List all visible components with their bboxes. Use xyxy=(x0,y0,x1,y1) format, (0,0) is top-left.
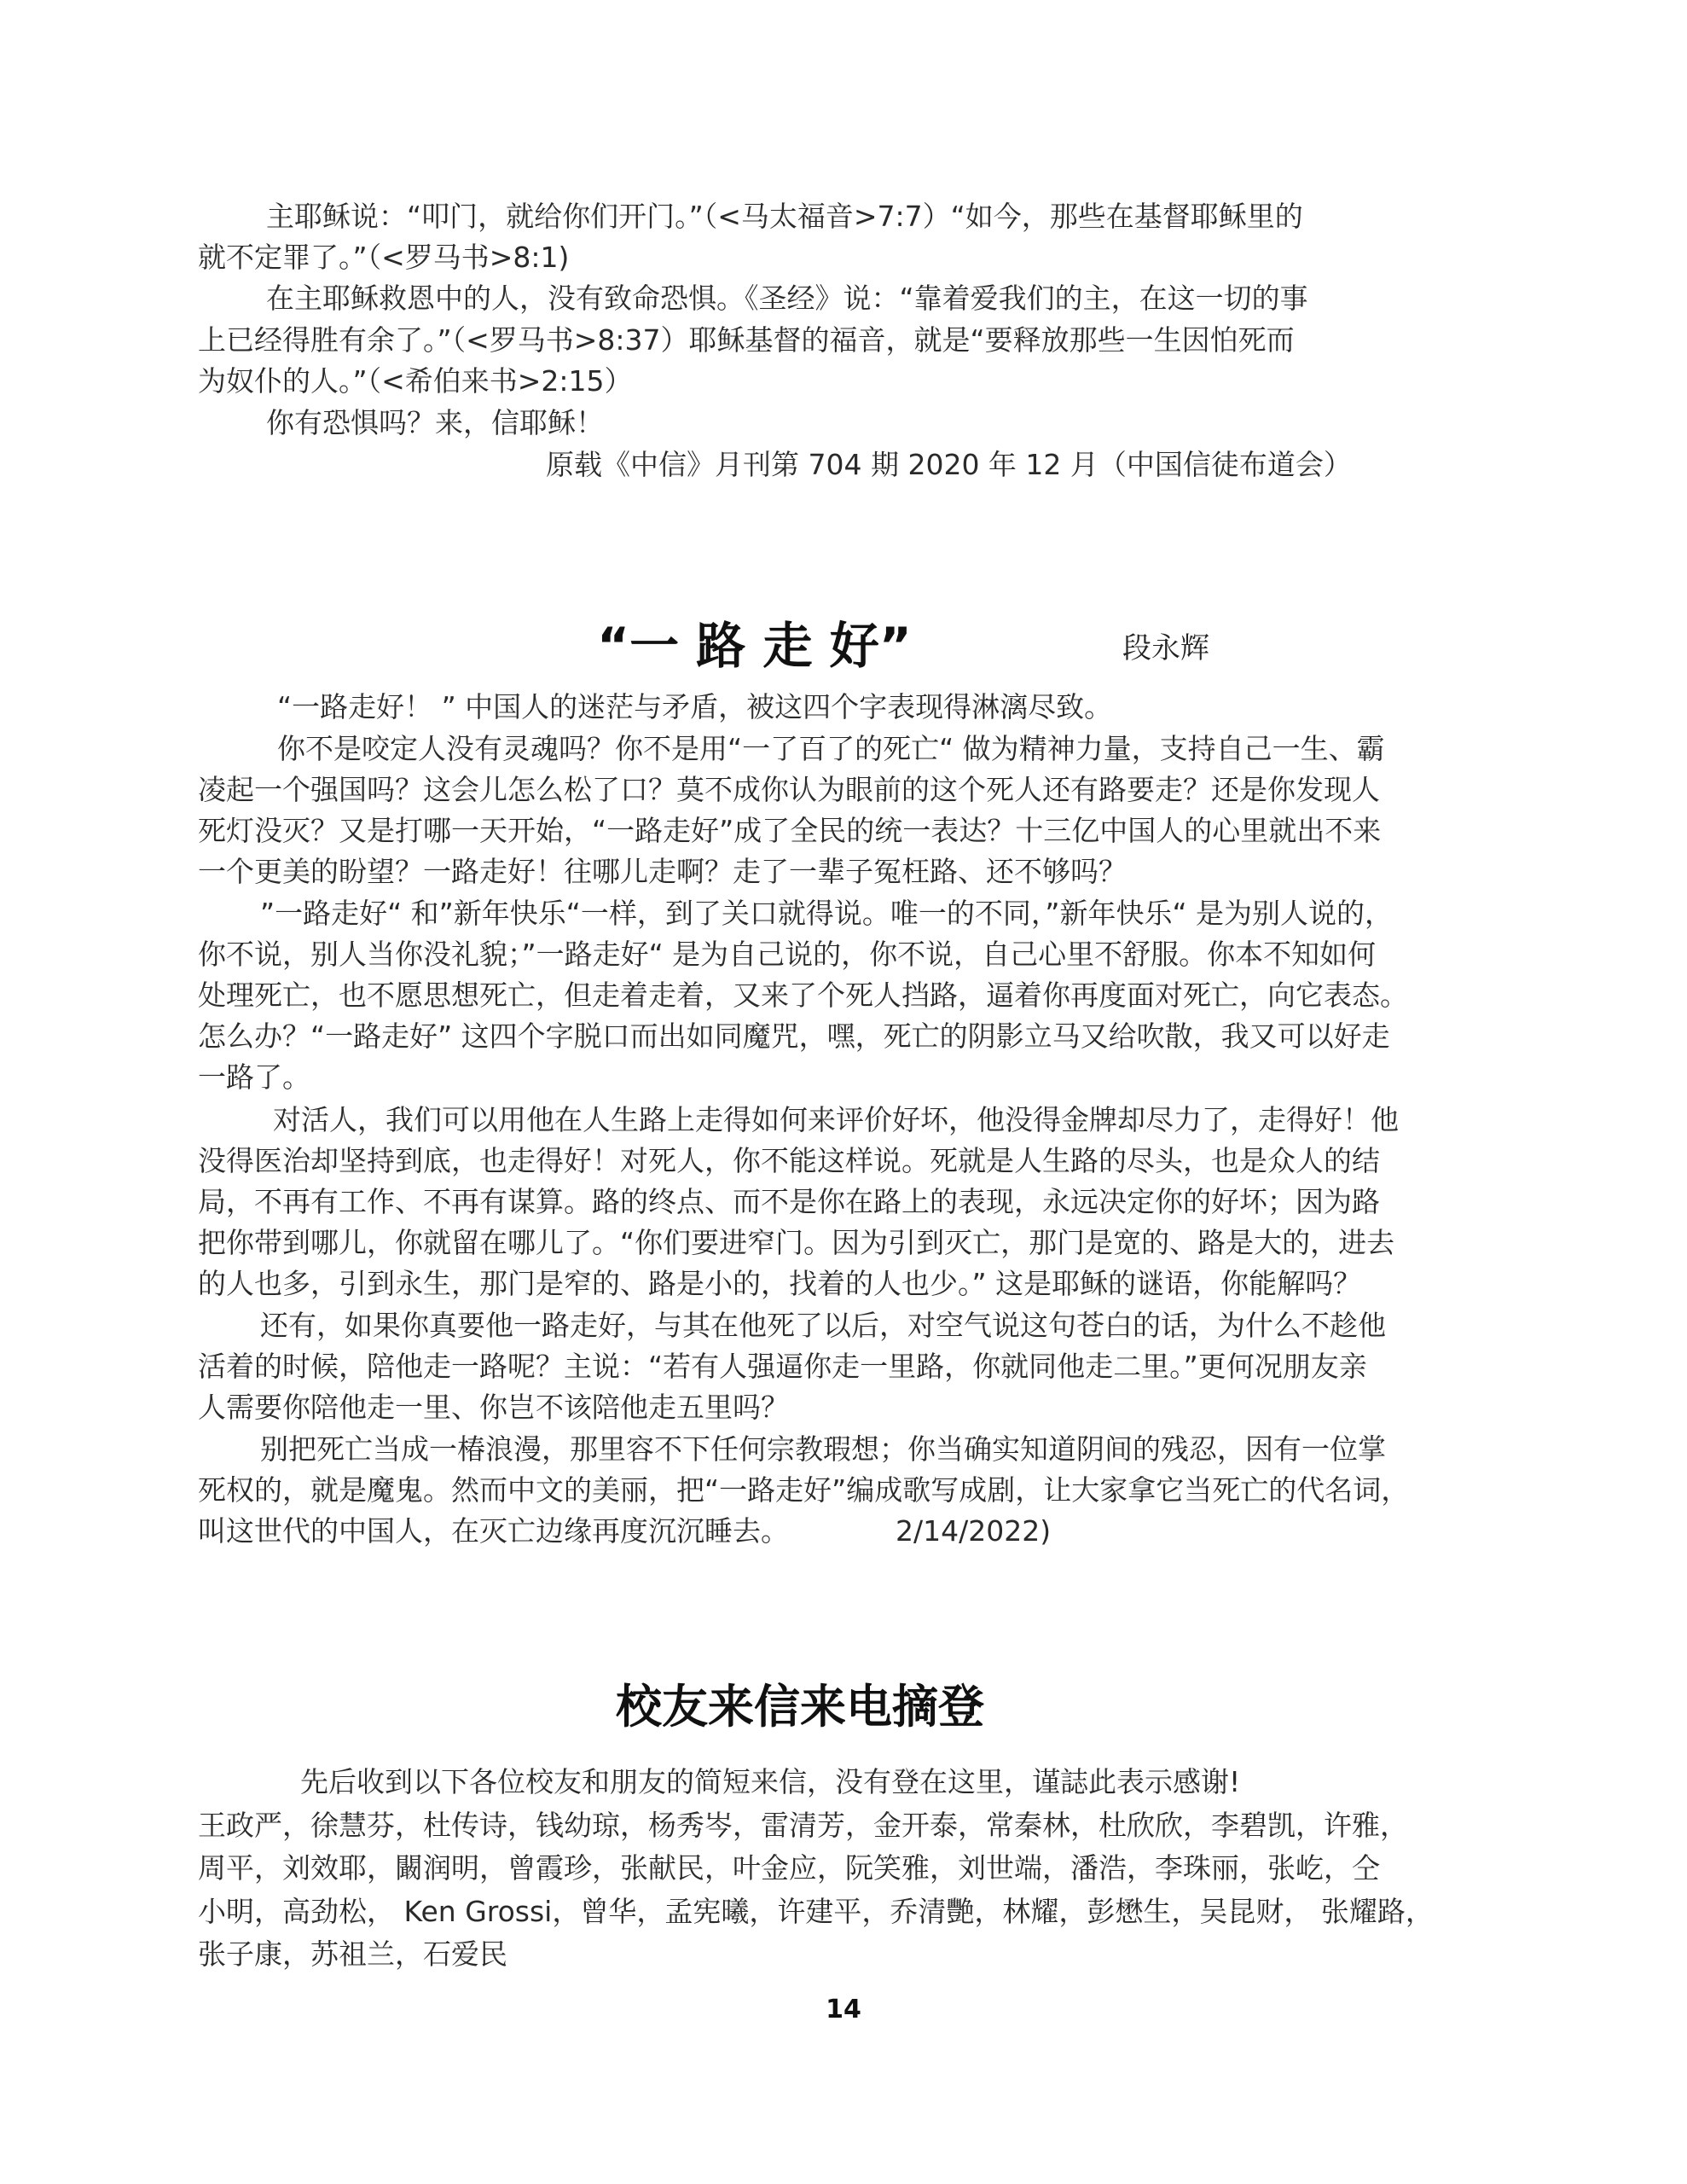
body-line: 你不是咬定人没有灵魂吗？你不是用“一了百了的死亡“ 做为精神力量，支持自己一生、霸 xyxy=(277,732,1385,765)
body-line: 处理死亡，也不愿思想死亡，但走着走着，又来了个死人挡路，逼着你再度面对死亡，向它表态。 xyxy=(198,979,1408,1012)
page-number: 14 xyxy=(826,1995,861,2024)
names-line: 小明，高劲松， Ken Grossi，曾华，孟宪曦，许建平，乔清艷，林耀，彭懋生，吴昆财， 张耀路， xyxy=(198,1895,1434,1928)
body-line: 局，不再有工作、不再有谋算。路的终点、而不是你在路上的表现，永远决定你的好坏；因为路 xyxy=(198,1185,1380,1218)
article-date: 2/14/2022) xyxy=(896,1514,1052,1548)
body-line: 人需要你陪他走一里、你岂不该陪他走五里吗？ xyxy=(198,1391,789,1424)
body-line: 就不定罪了。”（<罗马书>8:1) xyxy=(198,241,570,274)
section-title: 校友来信来电摘登 xyxy=(616,1680,984,1734)
body-line: 一路了。 xyxy=(198,1060,310,1094)
body-line: 你不说，别人当你没礼貌；”一路走好“ 是为自己说的，你不说，自己心里不舒服。你本不知如何 xyxy=(198,938,1377,971)
body-line: 怎么办？“一路走好” 这四个字脱口而出如同魔咒，嘿，死亡的阴影立马又给吹散，我又可以好走 xyxy=(198,1019,1390,1053)
body-line: 为奴仆的人。”（<希伯来书>2:15） xyxy=(198,364,633,398)
body-line: 一个更美的盼望？一路走好！往哪儿走啊？走了一辈子冤枉路、还不够吗？ xyxy=(198,855,1127,888)
body-line: 主耶稣说：“叩门，就给你们开门。”（<马太福音>7:7）“如今，那些在基督耶稣里的 xyxy=(266,200,1303,233)
names-line: 张子康，苏祖兰，石爱民 xyxy=(198,1937,507,1971)
body-line: 没得医治却坚持到底，也走得好！对死人，你不能这样说。死就是人生路的尽头，也是众人的结 xyxy=(198,1144,1380,1177)
body-line: 在主耶稣救恩中的人，没有致命恐惧。《圣经》说：“靠着爱我们的主，在这一切的事 xyxy=(266,282,1308,315)
body-line: 叫这世代的中国人，在灭亡边缘再度沉沉睡去。 xyxy=(198,1514,789,1548)
body-line: 还有，如果你真要他一路走好，与其在他死了以后，对空气说这句苍白的话，为什么不趁他 xyxy=(260,1309,1386,1342)
names-line: 周平，刘效耶，闞润明，曾霞珍，张献民，叶金应，阮笑雅，刘世端，潘浩，李珠丽，张屹，仝 xyxy=(198,1851,1380,1885)
body-line: 把你带到哪儿，你就留在哪儿了。“你们要进窄门。因为引到灭亡，那门是宽的、路是大的，进去 xyxy=(198,1226,1395,1259)
source-citation: 原载《中信》月刊第 704 期 2020 年 12 月（中国信徒布道会） xyxy=(546,448,1352,481)
article-title: “一 路 走 好” xyxy=(597,617,912,675)
article-author: 段永辉 xyxy=(1122,631,1209,665)
names-line: 王政严，徐慧芬，杜传诗，钱幼琼，杨秀岑，雷清芳，金开泰，常秦林，杜欣欣，李碧凯，许雅， xyxy=(198,1809,1408,1842)
body-line: 活着的时候，陪他走一路呢？主说：“若有人强逼你走一里路，你就同他走二里。”更何况朋友亲 xyxy=(198,1350,1367,1383)
body-line: 别把死亡当成一椿浪漫，那里容不下任何宗教瑕想；你当确实知道阴间的残忍，因有一位掌 xyxy=(260,1432,1386,1466)
body-line: 的人也多，引到永生，那门是窄的、路是小的，找着的人也少。” 这是耶稣的谜语，你能解吗？ xyxy=(198,1267,1362,1300)
body-line: ”一路走好“ 和”新年快乐“一样，到了关口就得说。唯一的不同，”新年快乐“ 是为别人说的， xyxy=(260,897,1394,930)
body-line: 上已经得胜有余了。”（<罗马书>8:37）耶稣基督的福音，就是“要释放那些一生因怕死而 xyxy=(198,323,1295,357)
body-line: 死权的，就是魔鬼。然而中文的美丽，把“一路走好”编成歌写成剧，让大家拿它当死亡的代名词， xyxy=(198,1473,1410,1507)
body-line: 死灯没灭？又是打哪一天开始，“一路走好”成了全民的统一表达？十三亿中国人的心里就出不来 xyxy=(198,814,1382,847)
body-line: 先后收到以下各位校友和朋友的简短来信，没有登在这里，谨誌此表示感谢! xyxy=(300,1765,1241,1798)
body-line: 凌起一个强国吗？这会儿怎么松了口？莫不成你认为眼前的这个死人还有路要走？还是你发现人 xyxy=(198,773,1380,806)
body-line: “一路走好！ ” 中国人的迷茫与矛盾，被这四个字表现得淋漓尽致。 xyxy=(277,690,1113,723)
body-line: 你有恐惧吗？来，信耶稣！ xyxy=(266,406,604,439)
body-line: 对活人，我们可以用他在人生路上走得如何来评价好坏，他没得金牌却尽力了，走得好！他 xyxy=(273,1103,1399,1136)
